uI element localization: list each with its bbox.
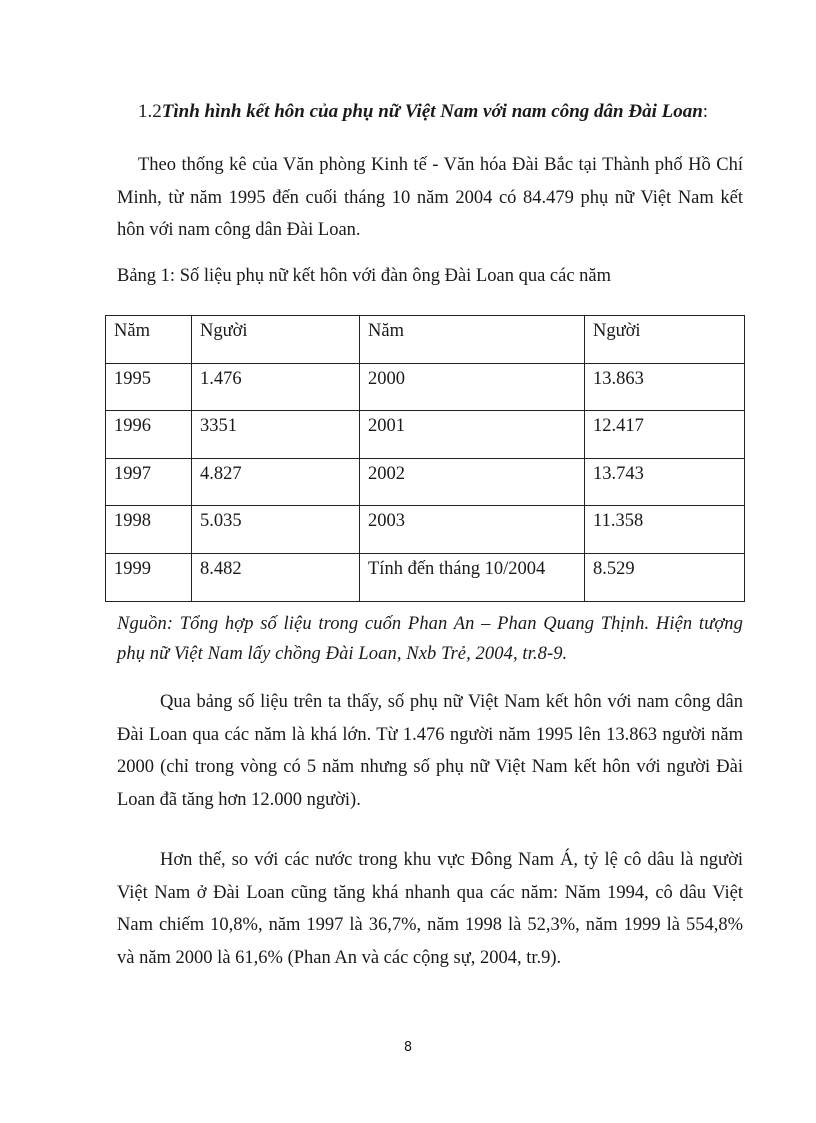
table-source-note: Nguồn: Tổng hợp số liệu trong cuốn Phan An – Phan Quang Thịnh. Hiện tượng phụ nữ Việt Nam lấy chồng Đài Loan, Nxb Trẻ, 2004, tr.8-9. xyxy=(117,614,743,664)
table-cell: 4.827 xyxy=(192,458,360,506)
table-row xyxy=(106,363,745,411)
section-number: 1.2 xyxy=(138,101,162,122)
table-cell: 1999 xyxy=(106,553,192,601)
table-cell: 8.482 xyxy=(192,553,360,601)
section-title: Tình hình kết hôn của phụ nữ Việt Nam với nam công dân Đài Loan xyxy=(161,101,703,122)
table-header-row xyxy=(106,316,745,364)
table-header-cell: Người xyxy=(192,316,360,364)
table-cell: Tính đến tháng 10/2004 xyxy=(360,553,585,601)
table-header-cell: Năm xyxy=(106,316,192,364)
table-cell: 13.743 xyxy=(585,458,745,506)
table-cell: 13.863 xyxy=(585,363,745,411)
table-cell: 2001 xyxy=(360,411,585,459)
table-header-cell: Người xyxy=(585,316,745,364)
table-cell: 2000 xyxy=(360,363,585,411)
section-heading-colon: : xyxy=(702,101,709,122)
table-cell: 1995 xyxy=(106,363,192,411)
table-row xyxy=(106,411,745,459)
comparison-paragraph: Hơn thế, so với các nước trong khu vực Đông Nam Á, tỷ lệ cô dâu là người Việt Nam ở Đài Loan cũng tăng khá nhanh qua các năm: Năm 1994, cô dâu Việt Nam chiếm 10,8%, năm 1997 là 36,7%, năm 1998 là 52,3%, năm 1999 là 554,8% và năm 2000 là 61,6% (Phan An và các cộng sự, 2004, tr.9). xyxy=(117,850,743,968)
table-row xyxy=(106,506,745,554)
table-cell: 1996 xyxy=(106,411,192,459)
table-header-cell: Năm xyxy=(360,316,585,364)
table-cell: 1997 xyxy=(106,458,192,506)
table-cell: 3351 xyxy=(192,411,360,459)
table-cell: 11.358 xyxy=(585,506,745,554)
table-cell: 5.035 xyxy=(192,506,360,554)
table-cell: 1998 xyxy=(106,506,192,554)
page-number: 8 xyxy=(403,1040,413,1055)
table-row xyxy=(106,458,745,506)
table-caption: Bảng 1: Số liệu phụ nữ kết hôn với đàn ông Đài Loan qua các năm xyxy=(117,266,612,286)
section-heading xyxy=(138,101,708,123)
table-cell: 2002 xyxy=(360,458,585,506)
table-cell: 12.417 xyxy=(585,411,745,459)
marriage-statistics-table xyxy=(105,315,745,602)
analysis-paragraph: Qua bảng số liệu trên ta thấy, số phụ nữ Việt Nam kết hôn với nam công dân Đài Loan qua các năm là khá lớn. Từ 1.476 người năm 1995 lên 13.863 người năm 2000 (chỉ trong vòng có 5 năm nhưng số phụ nữ Việt Nam kết hôn với người Đài Loan đã tăng hơn 12.000 người). xyxy=(117,692,743,810)
table-cell: 1.476 xyxy=(192,363,360,411)
table-cell: 2003 xyxy=(360,506,585,554)
table-row xyxy=(106,553,745,601)
table-cell: 8.529 xyxy=(585,553,745,601)
intro-paragraph: Theo thống kê của Văn phòng Kinh tế - Văn hóa Đài Bắc tại Thành phố Hồ Chí Minh, từ năm 1995 đến cuối tháng 10 năm 2004 có 84.479 phụ nữ Việt Nam kết hôn với nam công dân Đài Loan. xyxy=(117,155,743,240)
